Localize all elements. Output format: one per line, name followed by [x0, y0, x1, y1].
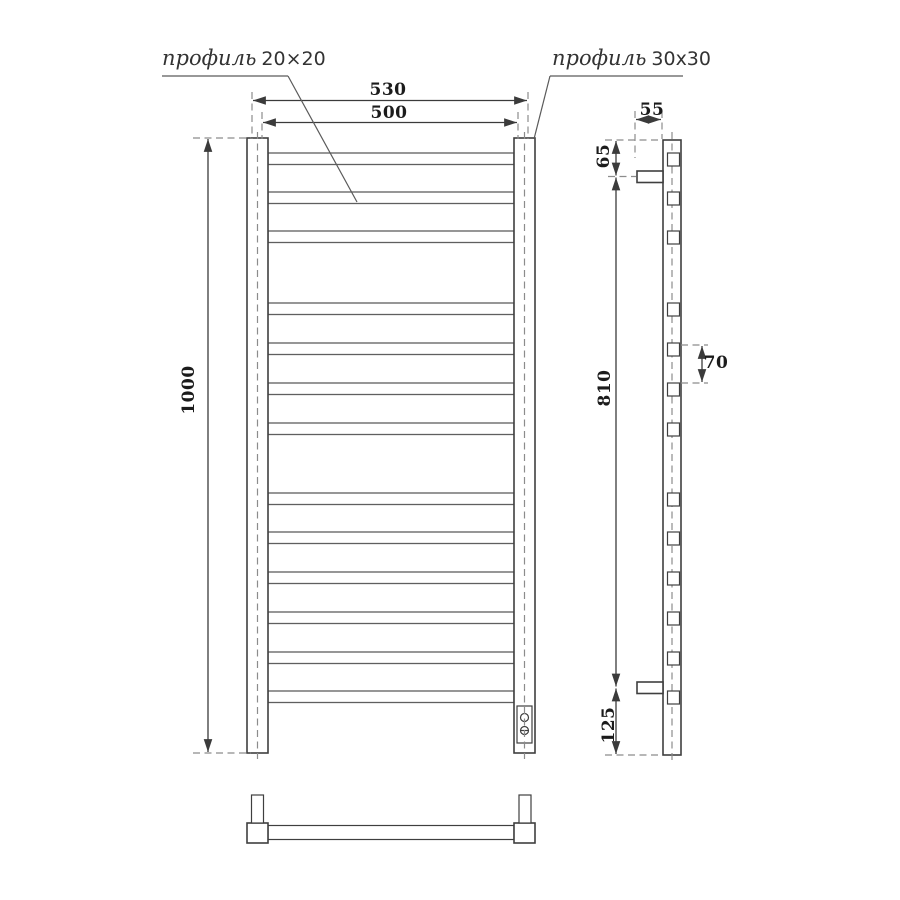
callout-profile-size: 20×20: [261, 48, 326, 70]
callout-profile-30x30: [552, 46, 711, 70]
callout-profile-20x20: [162, 46, 326, 70]
upper-wall-bracket: [637, 171, 663, 183]
rung: [268, 343, 514, 355]
rung: [268, 423, 514, 435]
rung-section: [668, 153, 680, 166]
rung: [268, 231, 514, 243]
rung: [268, 691, 514, 703]
dim-top-offset: 65: [594, 143, 614, 169]
rung-section: [668, 691, 680, 704]
rung-section: [668, 383, 680, 396]
right-bracket-plan: [519, 795, 531, 823]
rung: [268, 383, 514, 395]
leader-to-rung: [288, 76, 357, 202]
rung-section: [668, 532, 680, 545]
rung: [268, 612, 514, 624]
leader-to-post: [534, 76, 550, 139]
rung-section: [668, 423, 680, 436]
dim-inner-width: 500: [370, 103, 408, 123]
rung: [268, 572, 514, 584]
rung-section: [668, 192, 680, 205]
rung: [268, 532, 514, 544]
rung-section: [668, 303, 680, 316]
left-bracket-plan: [252, 795, 264, 823]
callout-profile-word: профиль: [162, 46, 257, 70]
dim-overall-width: 530: [369, 80, 407, 100]
rung: [268, 493, 514, 505]
dim-overall-height: 1000: [179, 365, 199, 415]
callout-leaders: [162, 76, 683, 202]
rung: [268, 192, 514, 204]
rung-section: [668, 493, 680, 506]
rung-section: [668, 231, 680, 244]
rung: [268, 153, 514, 165]
rungs: [268, 153, 514, 703]
dim-bracket-spacing: 810: [595, 369, 615, 407]
rung: [268, 652, 514, 664]
rung-section: [668, 652, 680, 665]
rung-section: [668, 572, 680, 585]
callout-profile-word: профиль: [552, 46, 647, 70]
bottom-view: [247, 795, 535, 843]
dim-rung-pitch: 70: [703, 353, 729, 373]
callout-profile-size: 30x30: [651, 48, 711, 70]
rung-section: [668, 343, 680, 356]
rung-sections: [668, 153, 680, 704]
front-view: [247, 132, 535, 759]
left-post-plan: [247, 823, 268, 843]
right-post-plan: [514, 823, 535, 843]
rung-section: [668, 612, 680, 625]
rung: [268, 303, 514, 315]
rung-plan: [268, 826, 514, 840]
lower-wall-bracket: [637, 682, 663, 694]
side-view: [637, 132, 681, 762]
dim-wall-clearance: 55: [639, 100, 665, 120]
dim-bottom-offset: 125: [599, 706, 619, 744]
